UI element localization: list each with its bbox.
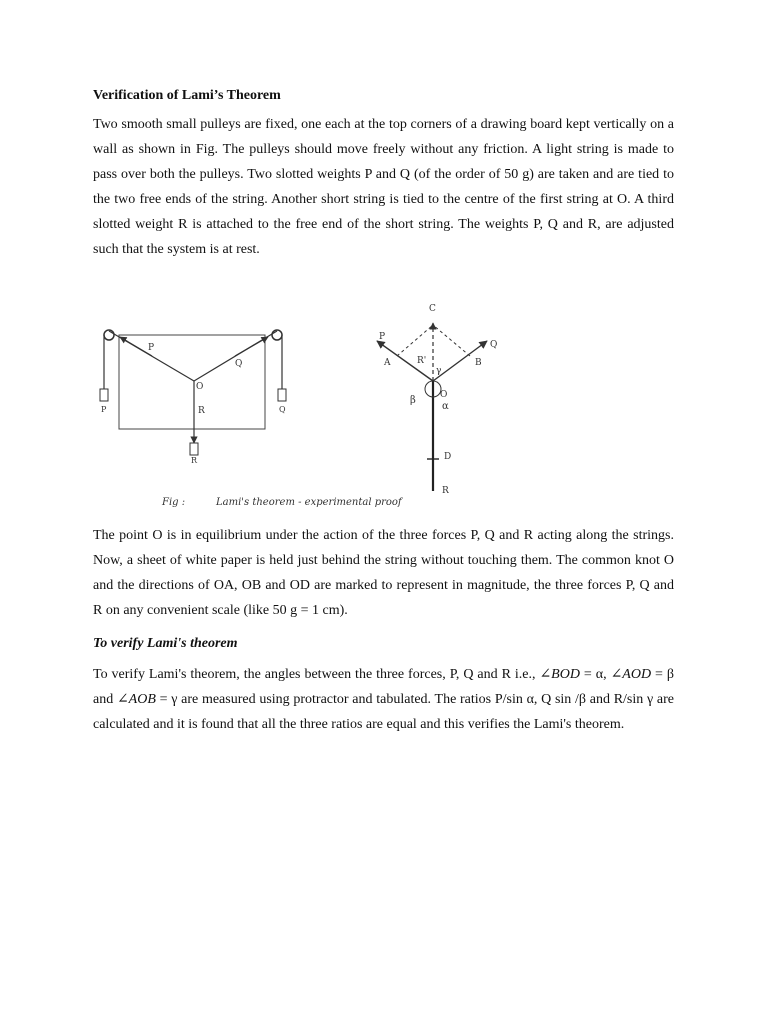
label-r-string: R <box>198 406 205 416</box>
weight-p <box>100 389 108 401</box>
left-apparatus <box>100 330 286 465</box>
dash-ac <box>397 325 433 356</box>
equilibrium-paragraph: The point O is in equilibrium under the action of the three forces P, Q and R acting along the strings. Now, a sheet of white paper is held just behind the string without touching them. The common knot O and the directions of OA, OB and OD are marked to represent in magnitude, the three forces P, Q and R on any convenient scale (like 50 g = 1 cm). <box>93 528 674 618</box>
label-d: D <box>444 452 452 462</box>
label-r: R <box>442 486 449 496</box>
figure-caption-prefix: Fig : <box>162 497 186 508</box>
label-r-prime: R' <box>417 356 427 366</box>
verify-text-1: To verify Lami's theorem, the angles between the three forces, P, Q and R i.e., <box>93 667 540 682</box>
label-q-weight: Q <box>279 405 286 414</box>
dash-bc <box>433 325 470 356</box>
angle-bod: ∠BOD <box>539 667 580 682</box>
weight-r <box>190 443 198 455</box>
label-alpha: α <box>442 401 449 412</box>
right-vector-diagram <box>377 304 497 496</box>
page-title: Verification of Lami’s Theorem <box>93 88 281 103</box>
verify-text-2: = α, <box>579 667 611 682</box>
verify-text-3: = β and <box>93 667 674 707</box>
label-o-right: O <box>440 390 448 400</box>
label-a: A <box>384 358 391 368</box>
label-q-string: Q <box>235 359 243 369</box>
angle-aob: ∠AOB <box>116 692 156 707</box>
verify-text-4: = γ are measured using protractor and tabulated. The ratios P/sin α, Q sin /β and R/sin γ are calculated and it is found that all the three ratios are equal and this verifies the Lami's theorem. <box>93 692 674 732</box>
lami-figure <box>92 295 498 515</box>
label-p-weight: P <box>101 405 107 414</box>
label-p: P <box>379 332 386 342</box>
label-beta: β <box>410 395 416 406</box>
label-gamma: γ <box>436 366 442 376</box>
label-b: B <box>475 358 482 368</box>
label-r-weight: R <box>191 456 198 465</box>
figure-caption: Lami's theorem - experimental proof <box>216 497 402 508</box>
weight-q <box>278 389 286 401</box>
angle-aod: ∠AOD <box>610 667 652 682</box>
verify-paragraph <box>93 662 674 737</box>
label-q: Q <box>490 340 498 350</box>
intro-paragraph: Two smooth small pulleys are fixed, one each at the top corners of a drawing board kept vertically on a wall as shown in Fig. The pulleys should move freely without any friction. A light string is made to pass over both the pulleys. Two slotted weights P and Q (of the order of 50 g) are taken and are tied to the two free ends of the string. Another short string is tied to the centre of the first string at O. A third slotted weight R is attached to the free end of the short string. The weights P, Q and R, are adjusted such that the system is at rest. <box>93 117 674 257</box>
label-o: O <box>196 382 204 392</box>
arrow-q <box>235 337 268 356</box>
label-c: C <box>429 304 436 314</box>
subheading: To verify Lami's theorem <box>93 636 238 651</box>
label-p-string: P <box>148 343 155 353</box>
